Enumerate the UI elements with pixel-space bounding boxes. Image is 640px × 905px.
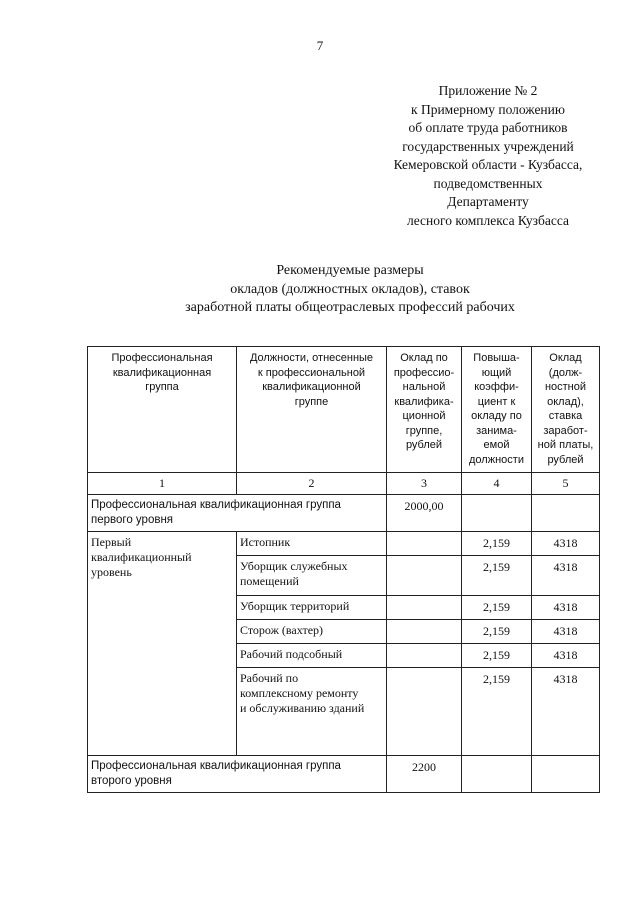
group-row: [88, 495, 600, 532]
group-label: Профессиональная квалификационная группа первого уровня: [88, 495, 387, 532]
qualification-level: Первый квалификационный уровень: [88, 532, 237, 756]
title-line: Рекомендуемые размеры: [276, 263, 424, 278]
column-number: 5: [532, 473, 600, 495]
column-number-row: [88, 473, 600, 495]
empty-cell: [387, 644, 462, 668]
column-number: 1: [88, 473, 237, 495]
position-coefficient: 2,159: [462, 556, 532, 596]
header-professional-group: Профессиональная квалификационная группа: [88, 347, 237, 473]
position-salary: 4318: [532, 644, 600, 668]
position-coefficient: 2,159: [462, 620, 532, 644]
column-number: 2: [237, 473, 387, 495]
position-salary: 4318: [532, 532, 600, 556]
position-name: Уборщик служебных помещений: [237, 556, 387, 596]
title-line: заработной платы общеотраслевых профессий рабочих: [185, 300, 515, 315]
position-row: [88, 532, 600, 556]
position-coefficient: 2,159: [462, 644, 532, 668]
group-label: Профессиональная квалификационная группа второго уровня: [88, 756, 387, 793]
empty-cell: [387, 556, 462, 596]
group-salary: 2000,00: [387, 495, 462, 532]
appendix-line: подведомственных: [433, 175, 543, 191]
column-number: 4: [462, 473, 532, 495]
empty-cell: [387, 532, 462, 556]
header-base-salary: Оклад по профессио- нальной квалифика- ционной группе, рублей: [387, 347, 462, 473]
empty-cell: [532, 495, 600, 532]
position-name: Уборщик территорий: [237, 596, 387, 620]
appendix-heading: [360, 82, 616, 230]
appendix-line: к Примерному положению: [411, 101, 565, 117]
empty-cell: [462, 495, 532, 532]
position-name: Рабочий подсобный: [237, 644, 387, 668]
empty-cell: [532, 756, 600, 793]
header-positions: Должности, отнесенные к профессиональной квалификационной группе: [237, 347, 387, 473]
position-salary: 4318: [532, 620, 600, 644]
empty-cell: [462, 756, 532, 793]
header-row: [88, 347, 600, 473]
appendix-line: Кемеровской области - Кузбасса,: [393, 157, 583, 172]
appendix-line: об оплате труда работников: [408, 120, 568, 135]
appendix-line: лесного комплекса Кузбасса: [406, 212, 570, 228]
salary-table: [87, 346, 600, 793]
position-name: Рабочий по комплексному ремонту и обслуживанию зданий: [237, 668, 387, 756]
header-salary: Оклад (долж- ностной оклад), ставка заработ- ной платы, рублей: [532, 347, 600, 473]
group-salary: 2200: [387, 756, 462, 793]
title-line: окладов (должностных окладов), ставок: [230, 281, 470, 297]
position-coefficient: 2,159: [462, 596, 532, 620]
position-coefficient: 2,159: [462, 532, 532, 556]
position-name: Сторож (вахтер): [237, 620, 387, 644]
position-salary: 4318: [532, 668, 600, 756]
position-salary: 4318: [532, 556, 600, 596]
empty-cell: [387, 620, 462, 644]
empty-cell: [387, 668, 462, 756]
header-coefficient: Повыша- ющий коэффи- циент к окладу по занима- емой должности: [462, 347, 532, 473]
position-name: Истопник: [237, 532, 387, 556]
group-row: [88, 756, 600, 793]
position-coefficient: 2,159: [462, 668, 532, 756]
page-number: 7: [316, 38, 324, 53]
appendix-line: государственных учреждений: [402, 138, 574, 154]
empty-cell: [387, 596, 462, 620]
column-number: 3: [387, 473, 462, 495]
document-title: [90, 262, 610, 318]
appendix-line: Департаменту: [447, 194, 529, 209]
appendix-line: Приложение № 2: [438, 83, 538, 98]
position-salary: 4318: [532, 596, 600, 620]
